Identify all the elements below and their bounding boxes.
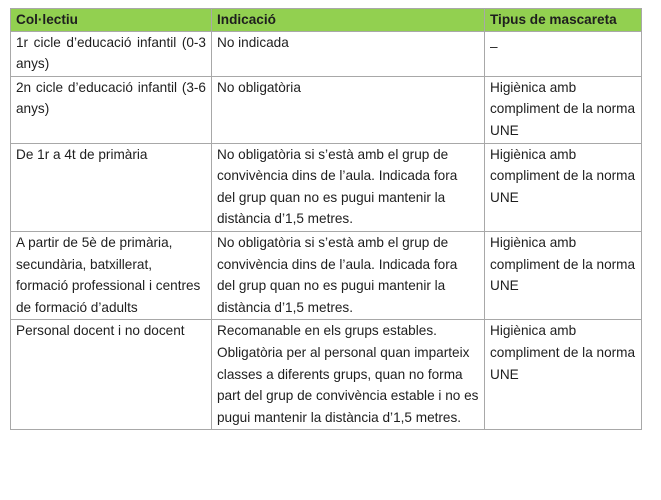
dash-placeholder: – bbox=[490, 38, 498, 54]
header-tipus-mascareta: Tipus de mascareta bbox=[485, 9, 642, 32]
cell-collectiu: A partir de 5è de primària, secundària, batxillerat, formació professional i centres de formació d’adults bbox=[11, 231, 212, 319]
header-indicacio: Indicació bbox=[212, 9, 485, 32]
header-row bbox=[11, 9, 642, 32]
cell-collectiu: Personal docent i no docent bbox=[11, 320, 212, 430]
table-row bbox=[11, 320, 642, 430]
table-row bbox=[11, 76, 642, 143]
cell-tipus: Higiènica amb compliment de la norma UNE bbox=[485, 320, 642, 430]
cell-indicacio: No obligatòria si s’està amb el grup de convivència dins de l’aula. Indicada fora del grup quan no es pugui mantenir la distància d’1,5 metres. bbox=[212, 143, 485, 231]
cell-collectiu: De 1r a 4t de primària bbox=[11, 143, 212, 231]
table-row bbox=[11, 143, 642, 231]
cell-tipus bbox=[485, 31, 642, 76]
cell-tipus: Higiènica amb compliment de la norma UNE bbox=[485, 76, 642, 143]
table-row bbox=[11, 31, 642, 76]
cell-collectiu: 2n cicle d’educació infantil (3-6 anys) bbox=[11, 76, 212, 143]
table-row bbox=[11, 231, 642, 319]
cell-collectiu: 1r cicle d’educació infantil (0-3 anys) bbox=[11, 31, 212, 76]
cell-indicacio: No obligatòria si s’està amb el grup de convivència dins de l’aula. Indicada fora del grup quan no es pugui mantenir la distància d’1,5 metres. bbox=[212, 231, 485, 319]
cell-indicacio: No indicada bbox=[212, 31, 485, 76]
cell-tipus: Higiènica amb compliment de la norma UNE bbox=[485, 231, 642, 319]
header-collectiu: Col·lectiu bbox=[11, 9, 212, 32]
cell-tipus: Higiènica amb compliment de la norma UNE bbox=[485, 143, 642, 231]
cell-indicacio: No obligatòria bbox=[212, 76, 485, 143]
mask-guidelines-table bbox=[10, 8, 642, 430]
cell-indicacio: Recomanable en els grups estables. Obligatòria per al personal quan imparteix classes a diferents grups, quan no forma part del grup de convivència estable i no es pugui mantenir la distància d’1,5 metres. bbox=[212, 320, 485, 430]
